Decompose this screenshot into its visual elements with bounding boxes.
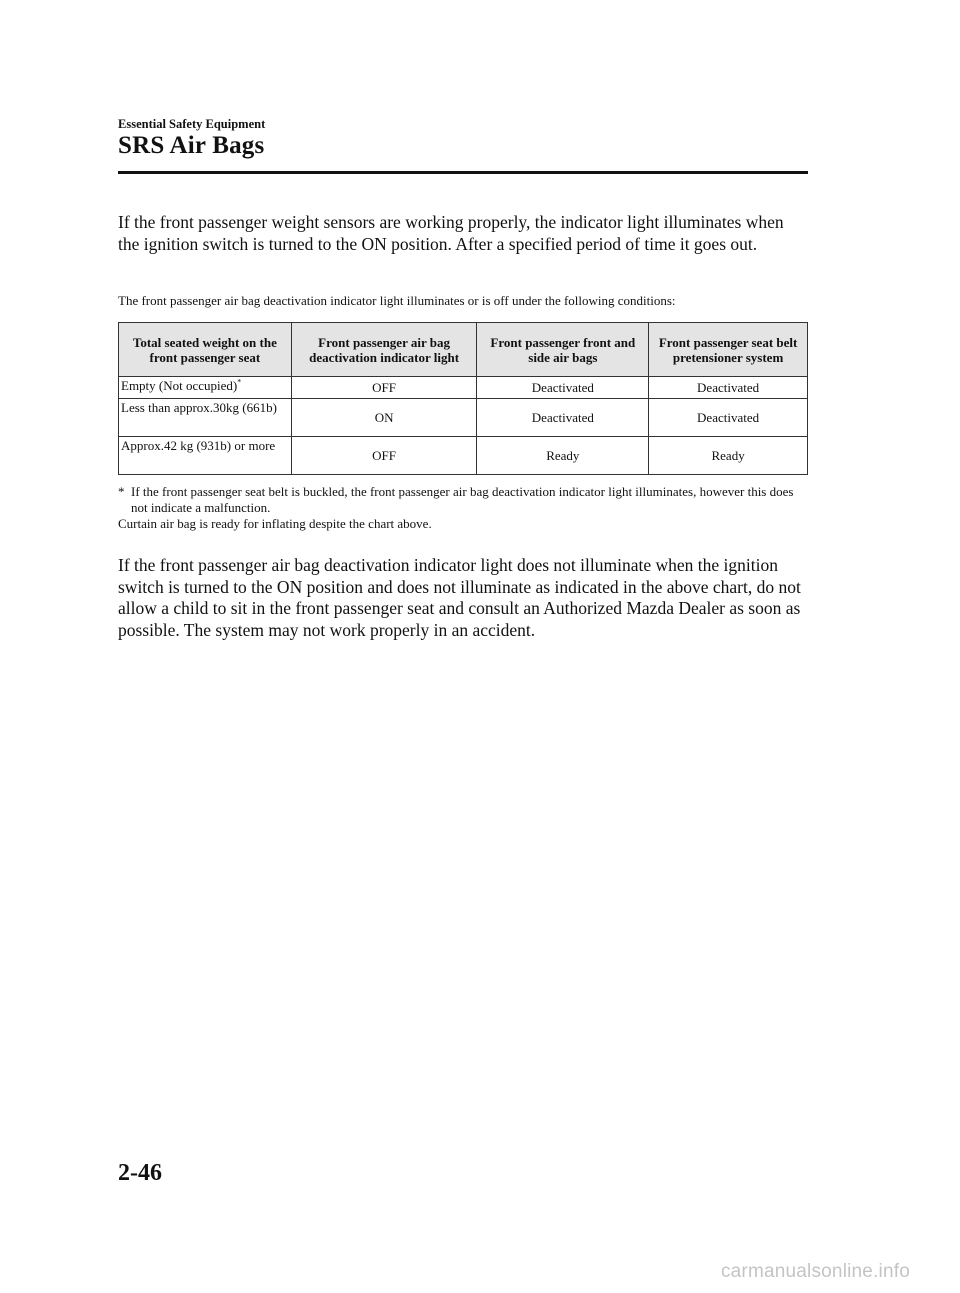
warning-paragraph: If the front passenger air bag deactivation indicator light does not illuminate when the ignition switch is turned to the ON position and does not illuminate as indicated in the above chart, do not allow a child to sit in the front passenger seat and consult an Authorized Mazda Dealer as soon as possible. The system may not work properly in an accident. — [118, 555, 801, 640]
cell-indicator: OFF — [291, 437, 477, 475]
header-weight: Total seated weight on the front passenger seat — [119, 323, 292, 377]
watermark: carmanualsonline.info — [720, 1261, 910, 1282]
cell-airbags: Deactivated — [477, 399, 649, 437]
table-intro: The front passenger air bag deactivation indicator light illuminates or is off under the following conditions: — [118, 293, 676, 308]
cell-pretensioner: Ready — [649, 437, 808, 475]
conditions-table — [118, 322, 808, 475]
cell-airbags: Deactivated — [477, 377, 649, 399]
cell-airbags: Ready — [477, 437, 649, 475]
cell-weight — [119, 377, 292, 399]
section-label: Essential Safety Equipment — [118, 117, 266, 131]
title-rule — [118, 171, 808, 174]
intro-paragraph: If the front passenger weight sensors are working properly, the indicator light illuminates when the ignition switch is turned to the ON position. After a specified period of time it goes out. — [118, 212, 784, 254]
cell-pretensioner: Deactivated — [649, 399, 808, 437]
table-row — [119, 377, 808, 399]
page-number: 2-46 — [118, 1160, 162, 1186]
cell-weight: Less than approx.30kg (661b) — [119, 399, 292, 437]
cell-weight: Approx.42 kg (931b) or more — [119, 437, 292, 475]
table-row — [119, 399, 808, 437]
weight-text: Empty (Not occupied) — [121, 378, 238, 393]
cell-pretensioner: Deactivated — [649, 377, 808, 399]
table-row — [119, 437, 808, 475]
footnotes — [118, 484, 808, 532]
header-airbags: Front passenger front and side air bags — [477, 323, 649, 377]
header-pretensioner: Front passenger seat belt pretensioner system — [649, 323, 808, 377]
footnote-mark: * — [237, 377, 242, 387]
cell-indicator: ON — [291, 399, 477, 437]
curtain-note: Curtain air bag is ready for inflating despite the chart above. — [118, 516, 432, 531]
header-indicator: Front passenger air bag deactivation indicator light — [291, 323, 477, 377]
footnote-text: If the front passenger seat belt is buckled, the front passenger air bag deactivation indicator light illuminates, however this does not indicate a malfunction. — [131, 484, 794, 515]
table-header-row — [119, 323, 808, 377]
footnote-mark: * — [118, 484, 125, 499]
footnote-row — [118, 484, 808, 516]
page-title: SRS Air Bags — [118, 132, 265, 159]
cell-indicator: OFF — [291, 377, 477, 399]
